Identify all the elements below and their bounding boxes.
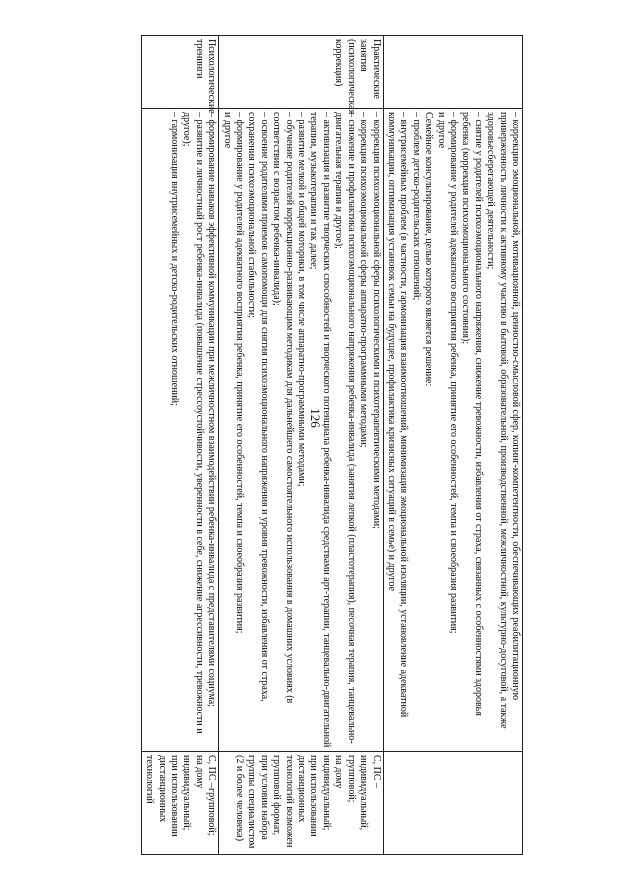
content-line: – коррекция психоэмоциональной сферы психологическими и психотерапевтическими методами; [370, 112, 382, 529]
content-line: – коррекция психоэмоциональной сферы аппаратно-программными методами; [358, 112, 370, 448]
content-line: – снижение и профилактика психоэмоционального напряжения ребенка-инвалида (занятия лепкой (пластотерапия), песочная терапия, танцевально-двигательная терапия и другое); [333, 112, 357, 744]
page-number: 126 [307, 408, 323, 428]
content-line: – коррекцию эмоциональной, мотивационной, ценностно-смысловой сфер, копинг-компетентности, обеспечивающих реабилитационную приверженность личности к активному участию в бытовой, образовательной, производственной, межличностной, культурно-досуговой, а также здоровьесберегающей деятельности; [485, 112, 521, 729]
content-line: – развитие и личностный рост ребенка-инвалида (повышение стрессоустойчивости, уверенности в себе, снижение агрессивности, тревожности и другое); [181, 112, 205, 734]
conditions-line: на дому индивидуальный; [320, 755, 345, 831]
table-row [383, 36, 522, 855]
content-line: – внутрисемейных проблем (в частности, гармонизация взаимоотношений, минимизация эмоциональной изоляции, установление адекватной коммуникации, оптимизация установок семьи на будущее, профилактика кризисных ситуаций в семье) и другое [385, 112, 410, 718]
content-line: – гармонизация внутрисемейных и детско-родительских отношений; [169, 112, 181, 406]
content-line: – снятие у родителей психоэмоционального напряжения, снижение тревожности, избавления от страха, связанных с особенностями здоровья ребенка (коррекция психоэмоционального состояния); [460, 112, 484, 716]
conditions-cell [219, 752, 383, 855]
form-cell [383, 36, 522, 109]
content-line: и другое [435, 112, 447, 149]
conditions-cell [383, 752, 522, 855]
form-cell: Практические занятия (психологическая коррекция) [219, 36, 383, 109]
content-line: – активизация и развитие творческих способностей и творческого потенциала ребенка-инвалида средствами арт-терапии, танцевально-двигательной терапии, музыкотерапии и так далее; [308, 112, 332, 748]
table-row [141, 36, 218, 855]
form-cell: Психологические тренинги [141, 36, 218, 109]
content-cell [219, 109, 383, 752]
content-line: – формирование у родителей адекватного восприятия ребенка, принятие его особенностей, темпа и своеобразия развития; [234, 112, 246, 634]
content-line: – освоение родителями приемов самопомощи для снятия психоэмоционального напряжения и уровня тревожности, избавления от страха, сохранения психоэмоциональной стабильности; [246, 112, 270, 702]
content-line: – формирование навыков эффективной коммуникации при межличностном взаимодействии ребенка-инвалида с представителями социума; [206, 112, 218, 707]
content-line: – формирование у родителей адекватного восприятия ребенка, принятие его особенностей, темпа и своеобразия развития; [447, 112, 459, 634]
conditions-cell [141, 752, 218, 855]
content-cell [141, 109, 218, 752]
content-line: – обучение родителей коррекционно-развивающим методикам для дальнейшего самостоятельного использования в домашних условиях (в соответствии с возрастом ребенка-инвалида); [271, 112, 295, 704]
conditions-line: на дому индивидуальный; [181, 755, 205, 831]
conditions-line: при использовании дистанционных технологий [144, 755, 181, 837]
services-table [141, 35, 523, 855]
rotated-table-frame [93, 35, 523, 855]
table-row [219, 36, 383, 855]
content-line: и другое [221, 112, 233, 149]
conditions-line: С, ПС – [370, 755, 382, 789]
content-line: – развитие мелкой и общей моторики, в том числе аппаратно-программными методами; [296, 112, 308, 487]
conditions-line: при использовании дистанционных технологий возможен групповой формат, при условии набора группы специалистом (2 и более человека) [234, 755, 320, 849]
conditions-line: С, ПС –групповой; [206, 755, 218, 836]
rotated-table-content [93, 35, 523, 855]
conditions-line: индивидуальный, групповой; [345, 755, 370, 831]
content-line: – проблем детско-родительских отношений; [410, 112, 422, 301]
content-cell [383, 109, 522, 752]
content-line: Семейное консультирование, целью которого является решение: [423, 112, 435, 387]
